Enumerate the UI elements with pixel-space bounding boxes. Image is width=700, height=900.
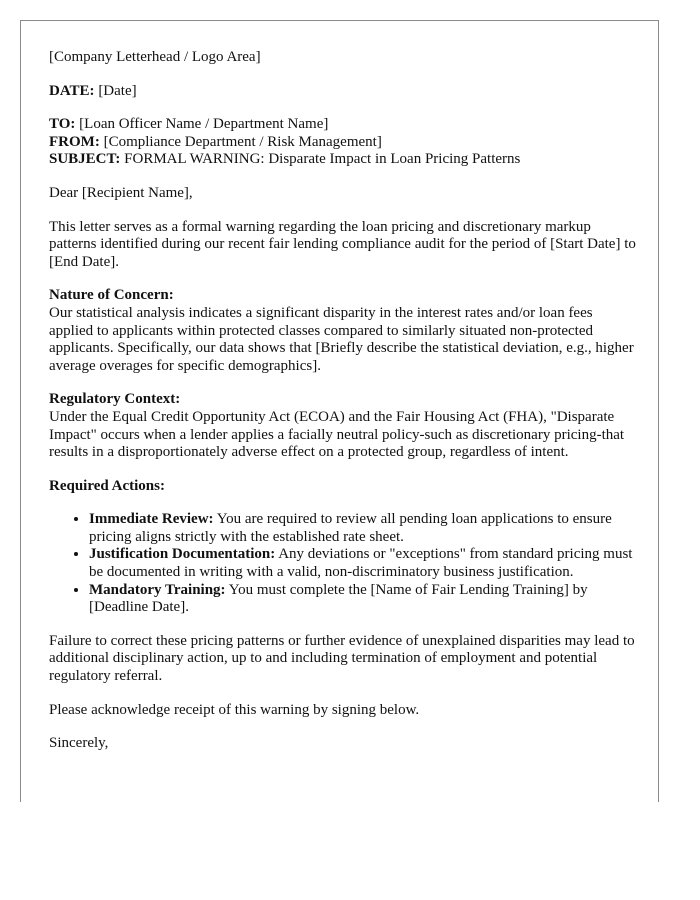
regulatory-section [49, 391, 639, 461]
letterhead: [Company Letterhead / Logo Area] [49, 49, 261, 65]
subject-line [49, 151, 639, 169]
letter-page [20, 20, 659, 802]
action-item-label: Mandatory Training: [89, 581, 226, 598]
action-item-text: You must complete the [Name of Fair Lending Training] by [Deadline Date]. [89, 581, 588, 616]
action-item-documentation [89, 546, 639, 581]
closing: Sincerely, [49, 735, 109, 752]
action-item-label: Justification Documentation: [89, 546, 276, 563]
action-item-text: Any deviations or "exceptions" from standard pricing must be documented in writing with a valid, non-discriminatory business justification. [89, 546, 633, 581]
actions-list [49, 511, 639, 617]
concern-section [49, 287, 639, 375]
to-label: TO: [49, 116, 76, 133]
subject-label: SUBJECT: [49, 151, 121, 168]
from-line [49, 134, 639, 152]
to-value: [Loan Officer Name / Department Name] [79, 116, 329, 133]
salutation: Dear [Recipient Name], [49, 184, 193, 201]
acknowledge-paragraph: Please acknowledge receipt of this warning by signing below. [49, 701, 420, 718]
actions-heading [49, 478, 639, 496]
action-item-label: Immediate Review: [89, 511, 214, 528]
action-item-training [89, 582, 639, 617]
to-line [49, 116, 639, 134]
from-value: [Compliance Department / Risk Management] [103, 133, 382, 150]
actions-heading-text: Required Actions: [49, 477, 165, 494]
action-item-review [89, 511, 639, 546]
letter-content [49, 49, 639, 769]
regulatory-body: Under the Equal Credit Opportunity Act (ECOA) and the Fair Housing Act (FHA), "Disparate Impact" occurs when a lender applies a facially neutral policy-such as discretionary pricing-that results in a disproportionately adverse effect on a protected group, regardless of intent. [49, 408, 625, 461]
intro-paragraph: This letter serves as a formal warning regarding the loan pricing and discretionary markup patterns identified during our recent fair lending compliance audit for the period of [Start Date] to [End Date]. [49, 218, 636, 270]
date-label: DATE: [49, 82, 95, 99]
consequence-paragraph: Failure to correct these pricing patterns or further evidence of unexplained disparities may lead to additional disciplinary action, up to and including termination of employment and potential regulatory referral. [49, 632, 635, 685]
from-label: FROM: [49, 133, 100, 150]
subject-value: FORMAL WARNING: Disparate Impact in Loan Pricing Patterns [124, 151, 521, 168]
concern-body: Our statistical analysis indicates a significant disparity in the interest rates and/or loan fees applied to applicants within protected classes compared to similarly situated non-protected applicants. Specifically, our data shows that [Briefly describe the statistical deviation, e.g., higher average overages for specific demographics]. [49, 304, 634, 374]
regulatory-heading: Regulatory Context: [49, 391, 181, 408]
date-line [49, 83, 639, 101]
date-value: [Date] [98, 82, 137, 99]
memo-header [49, 116, 639, 169]
action-item-text: You are required to review all pending loan applications to ensure pricing aligns strictly with the established rate sheet. [89, 511, 612, 545]
concern-heading: Nature of Concern: [49, 287, 174, 304]
